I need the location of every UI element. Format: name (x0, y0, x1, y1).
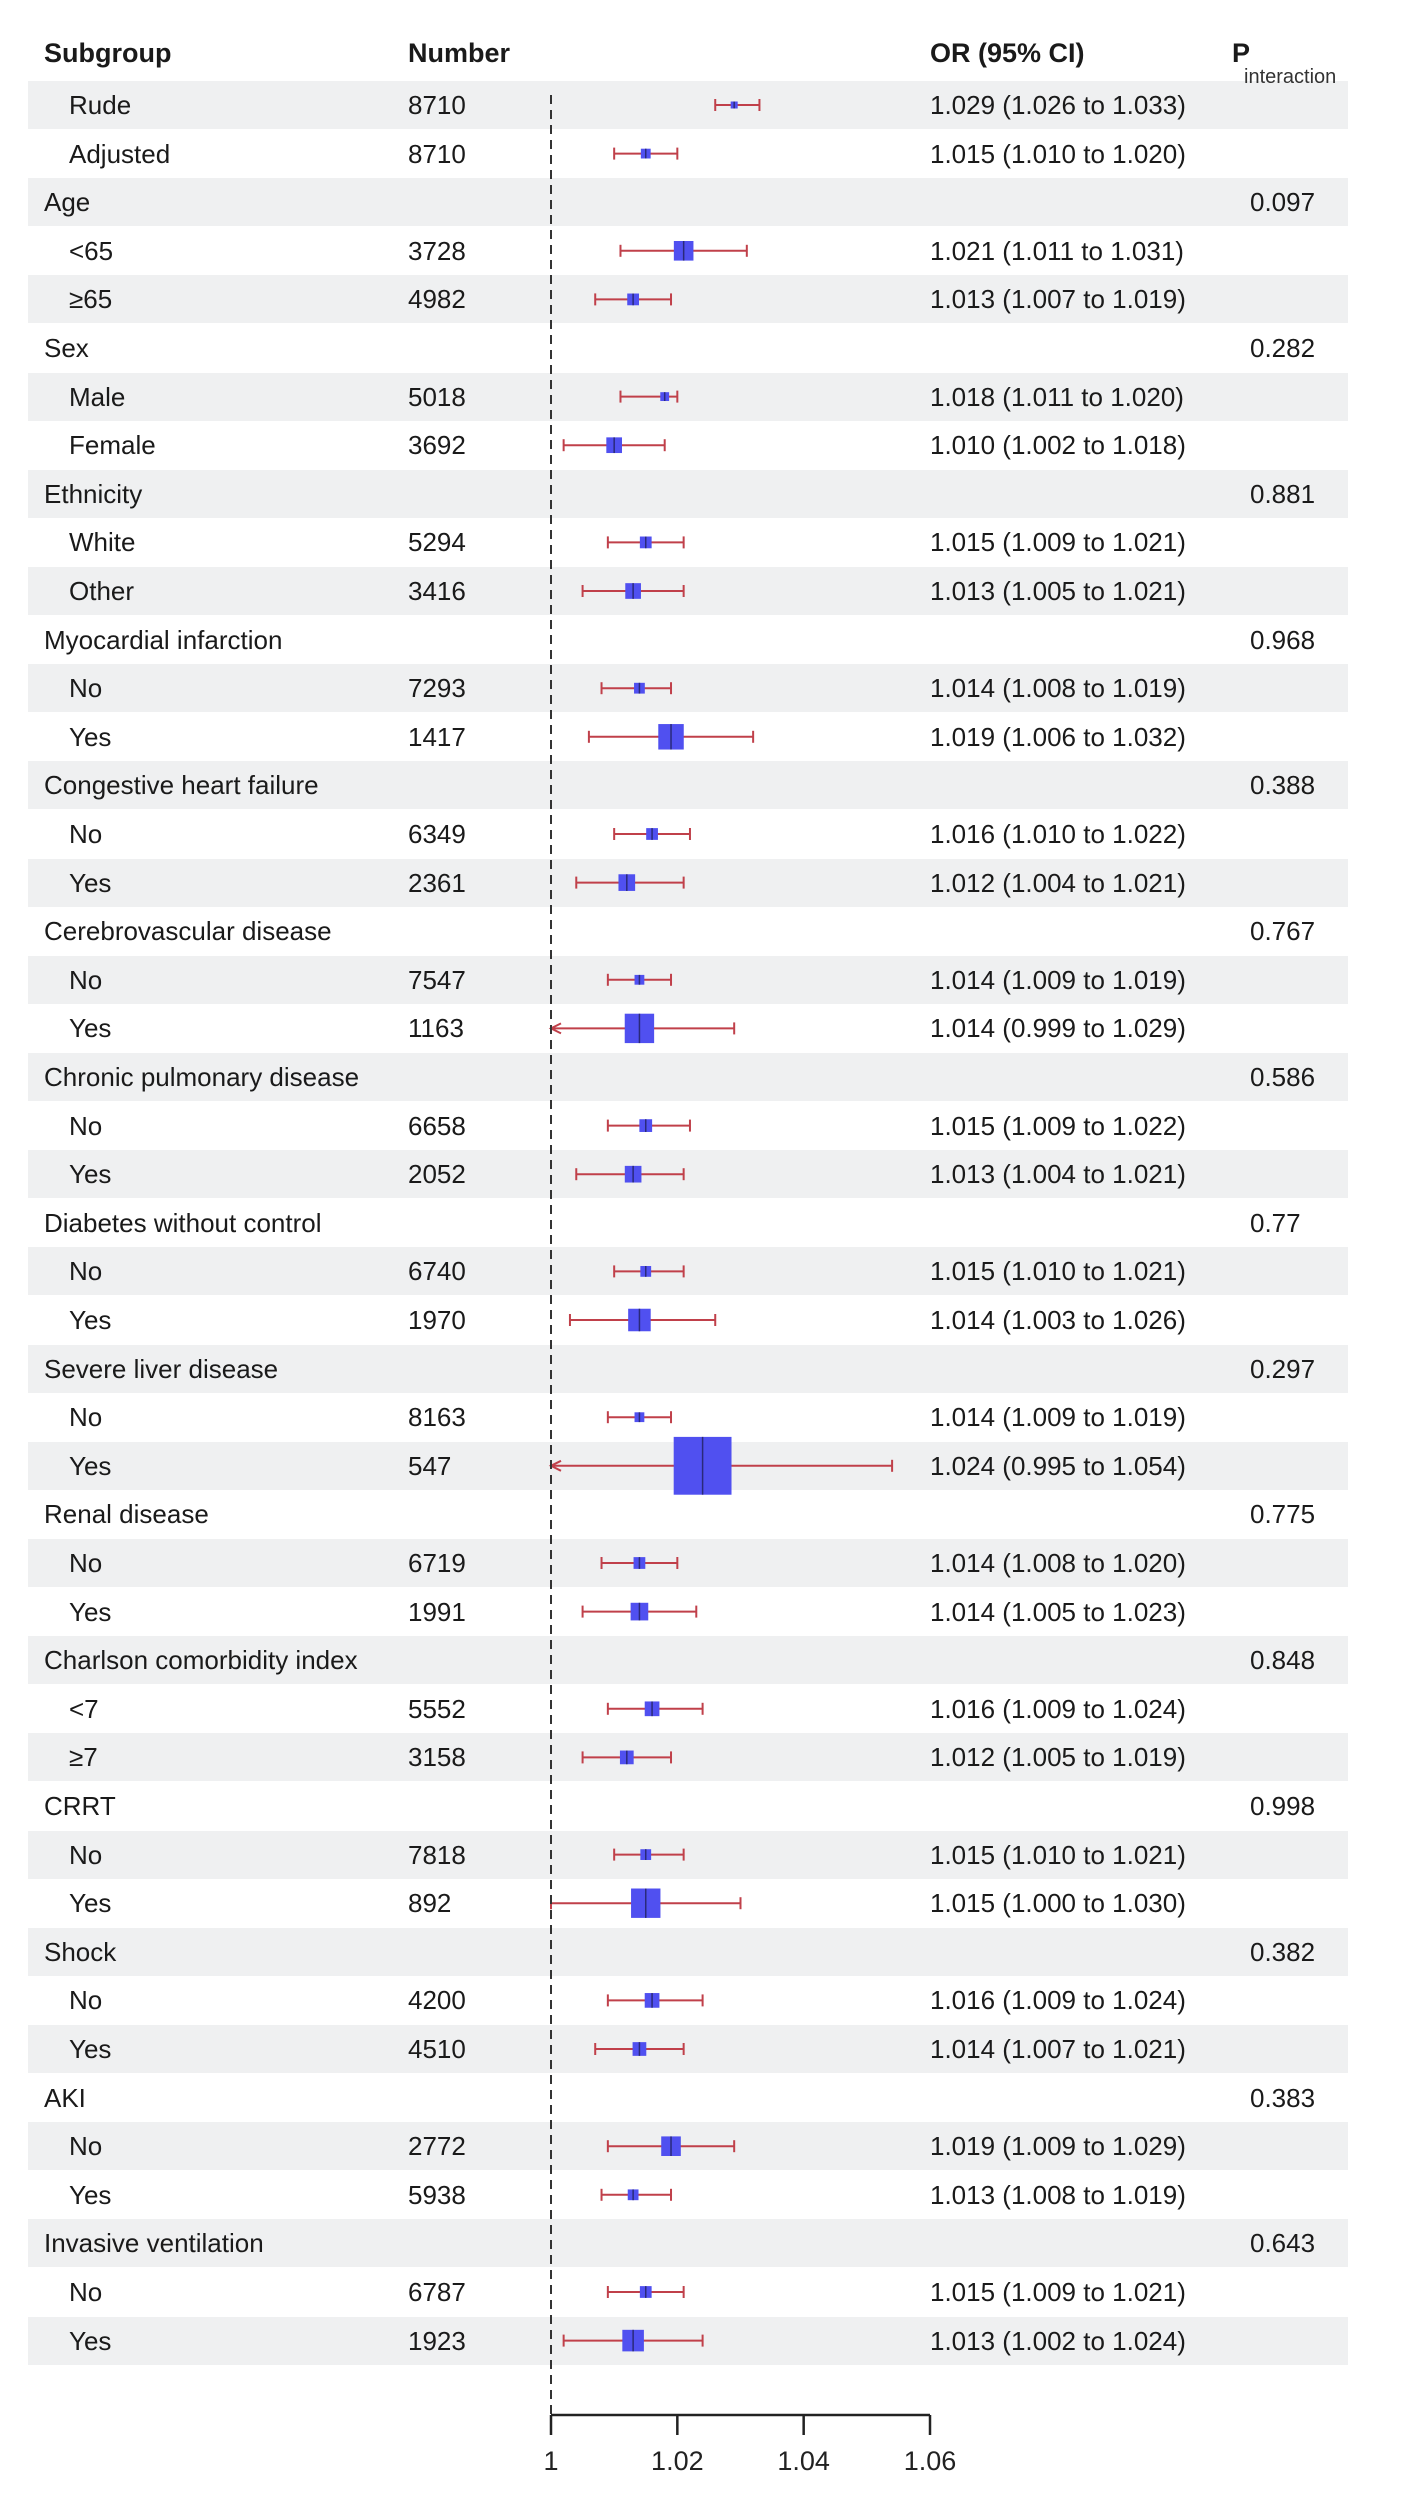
or-ci-value: 1.013 (1.004 to 1.021) (930, 1159, 1186, 1190)
header-p-subscript: interaction (1244, 66, 1337, 88)
number-value: 6658 (408, 1110, 466, 1141)
subgroup-label: CRRT (44, 1791, 116, 1821)
number-value: 6349 (408, 819, 466, 849)
subgroup-label: Renal disease (44, 1499, 209, 1530)
subgroup-level-label: Yes (69, 2325, 112, 2356)
subgroup-label: Cerebrovascular disease (44, 916, 332, 947)
number-value: 1991 (408, 1596, 466, 1627)
or-ci-value: 1.012 (1.005 to 1.019) (930, 1742, 1186, 1773)
subgroup-level-label: <7 (69, 1693, 99, 1724)
or-ci-value: 1.016 (1.009 to 1.024) (930, 1693, 1186, 1724)
subgroup-label: Sex (44, 333, 89, 363)
subgroup-level-label: No (69, 2277, 103, 2307)
or-ci-value: 1.019 (1.006 to 1.032) (930, 721, 1186, 752)
or-ci-value: 1.015 (1.010 to 1.021) (930, 1256, 1186, 1287)
or-ci-value: 1.013 (1.008 to 1.019) (930, 2179, 1186, 2210)
p-interaction-value: 0.848 (1250, 1645, 1316, 1676)
or-ci-value: 1.021 (1.011 to 1.031) (930, 235, 1184, 266)
or-ci-value: 1.015 (1.000 to 1.030) (930, 1888, 1186, 1919)
subgroup-label: Severe liver disease (44, 1353, 279, 1384)
or-ci-value: 1.014 (1.008 to 1.020) (930, 1548, 1186, 1578)
x-tick-label: 1.04 (777, 2446, 830, 2476)
number-value: 4200 (408, 1985, 466, 2016)
p-interaction-value: 0.775 (1250, 1499, 1316, 1530)
or-ci-value: 1.014 (0.999 to 1.029) (930, 1013, 1186, 1044)
x-tick-label: 1.06 (903, 2446, 957, 2476)
p-interaction-value: 0.282 (1250, 333, 1316, 363)
subgroup-level-label: No (69, 1402, 103, 1433)
or-ci-value: 1.010 (1.002 to 1.018) (930, 430, 1186, 461)
subgroup-level-label: Yes (69, 1888, 112, 1919)
subgroup-level-label: Yes (69, 867, 112, 898)
p-interaction-value: 0.297 (1250, 1353, 1316, 1384)
or-ci-value: 1.024 (0.995 to 1.054) (930, 1450, 1186, 1481)
number-value: 5938 (408, 2179, 466, 2210)
number-value: 4510 (408, 2034, 466, 2064)
subgroup-label: Invasive ventilation (44, 2228, 264, 2259)
number-value: 2052 (408, 1159, 466, 1190)
p-interaction-value: 0.097 (1250, 187, 1316, 218)
subgroup-level-label: No (69, 1839, 103, 1870)
or-ci-value: 1.029 (1.026 to 1.033) (930, 90, 1186, 120)
or-ci-value: 1.013 (1.002 to 1.024) (930, 2325, 1186, 2356)
subgroup-level-label: Yes (69, 2034, 112, 2064)
p-interaction-value: 0.383 (1250, 2082, 1316, 2113)
p-interaction-value: 0.998 (1250, 1791, 1316, 1821)
number-value: 5552 (408, 1693, 466, 1724)
subgroup-level-label: No (69, 1110, 103, 1141)
or-ci-value: 1.013 (1.007 to 1.019) (930, 284, 1186, 315)
or-ci-value: 1.019 (1.009 to 1.029) (930, 2131, 1186, 2162)
header-or-ci: OR (95% CI) (930, 38, 1085, 68)
subgroup-level-label: No (69, 2131, 103, 2162)
subgroup-level-label: Yes (69, 1159, 112, 1190)
subgroup-level-label: Yes (69, 1596, 112, 1627)
or-ci-value: 1.015 (1.009 to 1.021) (930, 527, 1186, 558)
subgroup-level-label: No (69, 1985, 103, 2016)
or-ci-value: 1.016 (1.010 to 1.022) (930, 819, 1186, 849)
or-ci-value: 1.018 (1.011 to 1.020) (930, 381, 1184, 412)
number-value: 1970 (408, 1305, 466, 1335)
number-value: 7547 (408, 964, 466, 995)
p-interaction-value: 0.382 (1250, 1936, 1316, 1967)
subgroup-level-label: Yes (69, 1013, 112, 1044)
number-value: 8710 (408, 138, 466, 169)
or-ci-value: 1.014 (1.003 to 1.026) (930, 1305, 1186, 1335)
number-value: 8710 (408, 90, 466, 120)
or-ci-value: 1.015 (1.010 to 1.020) (930, 138, 1186, 169)
subgroup-label: Diabetes without control (44, 1207, 322, 1238)
subgroup-label: Age (44, 187, 91, 218)
number-value: 8163 (408, 1402, 466, 1433)
number-value: 7818 (408, 1839, 466, 1870)
number-value: 2361 (408, 867, 466, 898)
or-ci-value: 1.014 (1.008 to 1.019) (930, 673, 1186, 704)
subgroup-label: Ethnicity (44, 478, 143, 509)
subgroup-level-label: Yes (69, 1305, 112, 1335)
header-p: P (1232, 38, 1251, 68)
number-value: 547 (408, 1450, 452, 1481)
subgroup-level-label: Other (69, 576, 135, 606)
subgroup-level-label: No (69, 673, 103, 704)
number-value: 1923 (408, 2325, 466, 2356)
header-number: Number (408, 38, 511, 68)
subgroup-level-label: Male (69, 381, 126, 412)
number-value: 1163 (408, 1013, 464, 1044)
number-value: 6787 (408, 2277, 466, 2307)
or-ci-value: 1.014 (1.009 to 1.019) (930, 1402, 1186, 1433)
number-value: 5018 (408, 381, 466, 412)
or-ci-value: 1.014 (1.009 to 1.019) (930, 964, 1186, 995)
x-tick-label: 1.02 (651, 2446, 704, 2476)
subgroup-level-label: No (69, 1548, 103, 1578)
number-value: 2772 (408, 2131, 466, 2162)
number-value: 3158 (408, 1742, 466, 1773)
subgroup-label: Congestive heart failure (44, 770, 319, 801)
header-subgroup: Subgroup (44, 38, 172, 68)
number-value: 6740 (408, 1256, 466, 1287)
p-interaction-value: 0.586 (1250, 1062, 1316, 1092)
number-value: 7293 (408, 673, 466, 704)
subgroup-level-label: Rude (69, 90, 132, 120)
subgroup-label: Charlson comorbidity index (44, 1645, 358, 1676)
or-ci-value: 1.015 (1.009 to 1.022) (930, 1110, 1186, 1141)
subgroup-level-label: No (69, 964, 103, 995)
number-value: 892 (408, 1888, 452, 1919)
number-value: 6719 (408, 1548, 466, 1578)
subgroup-level-label: ≥7 (69, 1742, 98, 1773)
p-interaction-value: 0.77 (1250, 1207, 1301, 1238)
p-interaction-value: 0.881 (1250, 478, 1316, 509)
subgroup-level-label: Yes (69, 1450, 112, 1481)
or-ci-value: 1.012 (1.004 to 1.021) (930, 867, 1186, 898)
subgroup-level-label: Female (69, 430, 156, 461)
subgroup-label: Shock (44, 1936, 117, 1967)
subgroup-level-label: Yes (69, 2179, 112, 2210)
subgroup-level-label: Adjusted (69, 138, 171, 169)
x-tick-label: 1 (543, 2446, 559, 2476)
p-interaction-value: 0.968 (1250, 624, 1316, 655)
p-interaction-value: 0.388 (1250, 770, 1316, 801)
subgroup-level-label: ≥65 (69, 284, 113, 315)
number-value: 4982 (408, 284, 466, 315)
p-interaction-value: 0.767 (1250, 916, 1316, 947)
subgroup-level-label: No (69, 819, 103, 849)
subgroup-level-label: <65 (69, 235, 114, 266)
or-ci-value: 1.015 (1.009 to 1.021) (930, 2277, 1186, 2307)
number-value: 3692 (408, 430, 466, 461)
subgroup-label: Chronic pulmonary disease (44, 1062, 360, 1092)
or-ci-value: 1.014 (1.005 to 1.023) (930, 1596, 1186, 1627)
subgroup-label: Myocardial infarction (44, 624, 283, 655)
subgroup-level-label: Yes (69, 721, 112, 752)
number-value: 1417 (408, 721, 466, 752)
or-ci-value: 1.013 (1.005 to 1.021) (930, 576, 1186, 606)
or-ci-value: 1.015 (1.010 to 1.021) (930, 1839, 1186, 1870)
number-value: 3728 (408, 235, 466, 266)
number-value: 3416 (408, 576, 466, 606)
number-value: 5294 (408, 527, 466, 558)
subgroup-label: AKI (44, 2082, 86, 2113)
subgroup-level-label: No (69, 1256, 103, 1287)
or-ci-value: 1.014 (1.007 to 1.021) (930, 2034, 1186, 2064)
p-interaction-value: 0.643 (1250, 2228, 1316, 2259)
subgroup-level-label: White (69, 527, 136, 558)
or-ci-value: 1.016 (1.009 to 1.024) (930, 1985, 1186, 2016)
